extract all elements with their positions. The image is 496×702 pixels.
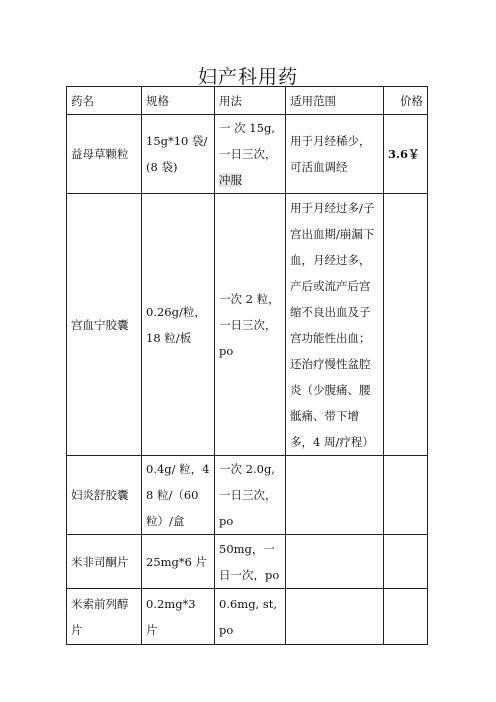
table-header-row: [67, 87, 428, 115]
header-usage: 用法: [215, 87, 286, 115]
table-row: [67, 115, 428, 194]
usage-text: 一 次 15g,一日三次，: [219, 121, 277, 161]
page-title: 妇产科用药: [197, 66, 298, 88]
drug-price: [384, 589, 428, 645]
usage-highlight: 冲服: [219, 173, 242, 187]
table-row: [67, 535, 428, 589]
drug-name: 米索前列醇片: [67, 589, 142, 645]
drug-scope: [286, 589, 384, 645]
header-price: 价格: [384, 87, 428, 115]
drug-spec: 0.4g/ 粒，48 粒/（60 粒）/盒: [142, 456, 215, 535]
drug-price: [384, 194, 428, 456]
drug-name: 益母草颗粒: [67, 115, 142, 194]
drug-name: 宫血宁胶囊: [67, 194, 142, 456]
header-scope: 适用范围: [286, 87, 384, 115]
drug-usage: 50mg，一日一次，po: [215, 535, 286, 589]
drug-spec: 25mg*6 片: [142, 535, 215, 589]
drug-usage: 一次 2 粒，一日三次，po: [215, 194, 286, 456]
drug-price: 3.6￥: [384, 115, 428, 194]
drug-scope: 用于月经过多/子宫出血期/崩漏下血，月经过多，产后或流产后宫缩不良出血及子宫功能性出血；还治疗慢性盆腔炎（少腹痛、腰骶痛、带下增多，4 周/疗程）: [286, 194, 384, 456]
drug-price: [384, 456, 428, 535]
header-spec: 规格: [142, 87, 215, 115]
drug-spec: 0.2mg*3 片: [142, 589, 215, 645]
drug-name: 米非司酮片: [67, 535, 142, 589]
drug-usage: 一次 2.0g,一日三次，po: [215, 456, 286, 535]
drug-spec: 15g*10 袋/(8 袋): [142, 115, 215, 194]
drug-usage: 0.6mg, st,po: [215, 589, 286, 645]
drug-table: [66, 86, 428, 645]
drug-name: 妇炎舒胶囊: [67, 456, 142, 535]
table-row: [67, 589, 428, 645]
table-row: [67, 194, 428, 456]
header-name: 药名: [67, 87, 142, 115]
drug-scope: 用于月经稀少，可活血调经: [286, 115, 384, 194]
drug-usage: [215, 115, 286, 194]
drug-spec: 0.26g/粒，18 粒/板: [142, 194, 215, 456]
drug-scope: [286, 535, 384, 589]
table-row: [67, 456, 428, 535]
drug-scope: [286, 456, 384, 535]
drug-price: [384, 535, 428, 589]
